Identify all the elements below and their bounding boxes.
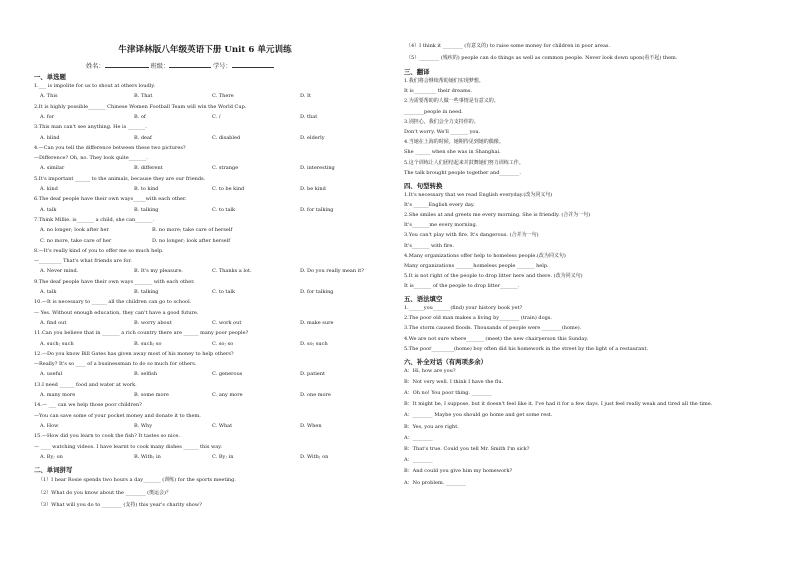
question-line: （4）I think it ________ (有意义的) to raise some money for children in poor areas.	[406, 43, 611, 49]
answer-option: C. disabled	[212, 134, 241, 141]
section-heading: 二、单词拼写	[34, 466, 73, 475]
answer-option: C. work out	[212, 319, 242, 326]
answer-option: B. worry about	[134, 319, 172, 326]
question-line: 1.我们将会继续帮助她们实现梦想。	[404, 78, 484, 84]
question-line: 2.The poor old man makes a living by________ (train) dogs.	[404, 315, 552, 322]
answer-option: C. Thanks a lot.	[212, 268, 252, 275]
answer-option: D. for talking	[300, 289, 334, 295]
section-heading: 五、语法填空	[404, 295, 443, 303]
answer-option: D. patient	[300, 371, 325, 378]
answer-option: A. By; on	[40, 453, 63, 460]
question-line: 10.—It is necessary to ______ all the children can go to school.	[34, 299, 192, 306]
question-line: It's_______me every morning.	[404, 222, 478, 229]
question-line: 4.当她在上海的时候，她期待见到她的偶像。	[404, 139, 504, 146]
answer-option: A. How	[40, 422, 59, 429]
section-heading: 一、单选题	[34, 73, 66, 81]
question-line: 3.别担心，我们会全力支持你的。	[404, 118, 479, 125]
answer-option: A. This	[40, 93, 58, 100]
answer-option: C. to talk	[212, 289, 236, 295]
answer-option: D. elderly	[300, 134, 325, 141]
question-line: —Really? It's so ____ of a businessman to do so much for others.	[34, 361, 197, 368]
question-line: 1.___ is impolite for us to shout at others loudly.	[34, 83, 156, 89]
answer-option: B. no more; take care of herself	[152, 227, 233, 234]
answer-option: A. useful	[40, 371, 63, 378]
question-line: It is_______ of the people to drop litter_______.	[404, 283, 520, 290]
answer-option: D. Do you really mean it?	[300, 268, 364, 275]
question-line: A：________	[404, 457, 433, 464]
question-line: 5.这个训练让人们团结起来并鼓舞她们努力训练工作。	[404, 159, 524, 166]
question-line: 5.The poor_________(home) boy often did his homework in the street by the light of a restaurant.	[404, 345, 649, 352]
answer-option: D. no longer; look after herself	[152, 237, 231, 244]
answer-option: C. What	[212, 422, 233, 429]
question-line: ________people in need.	[404, 108, 463, 115]
question-line: （3）What will you do to ________ (支持) this year's charity show?	[38, 502, 202, 509]
question-line: A：________	[404, 434, 433, 441]
answer-option: C. no more, take care of her	[40, 237, 112, 244]
section-heading: 四、句型转换	[404, 181, 443, 190]
question-line: 2.She smiles at and greets me every morning. She is friendly. (合并为一句)	[404, 211, 591, 218]
answer-option: A. similar	[40, 165, 65, 172]
question-line: 2.为需要帮助的人做一些事情是有意义的。	[404, 98, 499, 105]
section-heading: 三、翻译	[404, 68, 430, 76]
question-line: A：Hi, how are you?	[404, 367, 456, 374]
answer-option: B. selfish	[134, 371, 158, 378]
answer-option: D. make sure	[300, 319, 334, 326]
answer-option: A. talk	[40, 206, 57, 213]
question-line: 4.We are not sure where_______ (meet) the new chairperson this Sunday.	[404, 335, 589, 342]
question-line: 1.It's necessary that we read English everyday.(改为同义句)	[404, 191, 553, 198]
answer-option: D. that	[300, 113, 318, 120]
question-line: （5）________ (残疾的) people can do things as well as common people. Never look down upon(看不起) them.	[406, 55, 678, 61]
answer-option: B. to kind	[134, 186, 159, 192]
page-title: 牛津译林版八年级英语下册 Unit 6 单元训练	[118, 45, 292, 55]
answer-option: A. kind	[40, 186, 58, 192]
question-line: It's_______ with fire.	[404, 242, 454, 249]
answer-option: C. generous	[212, 371, 243, 378]
answer-option: A. such; such	[40, 340, 74, 347]
answer-option: B. With; in	[134, 453, 161, 460]
answer-option: C. /	[212, 113, 221, 120]
answer-option: B. different	[134, 165, 163, 172]
answer-option: D. interesting	[300, 165, 335, 172]
answer-option: B. such; so	[134, 340, 162, 347]
answer-option: B. of	[134, 113, 146, 120]
answer-option: D. With; on	[300, 453, 329, 460]
answer-option: B. That	[134, 93, 153, 100]
class-label: 班级：	[150, 63, 170, 70]
answer-option: B. talking	[134, 206, 159, 213]
answer-option: C. By; in	[212, 453, 234, 460]
id-label: 学号：	[213, 63, 232, 70]
question-line: 2.It is highly possible_______ Chinese Women Football Team will win the World Cup.	[34, 103, 247, 110]
answer-option: D. one more	[300, 392, 331, 398]
answer-option: A. Never mind.	[40, 268, 79, 275]
answer-option: C. strange	[212, 165, 239, 172]
answer-option: A. many more	[40, 392, 76, 398]
answer-option: B. It's my pleasure.	[134, 268, 183, 275]
answer-option: B. talking	[134, 289, 159, 295]
answer-option: C. There	[212, 93, 234, 100]
question-line: 4.Many organizations offer help to homeless people.(改为同义句)	[404, 252, 566, 259]
question-line: A：________ Maybe you should go home and get some rest.	[404, 412, 553, 419]
answer-option: C. to be kind	[212, 186, 245, 192]
name-label: 姓名：	[86, 63, 105, 70]
question-line: The talk brought people together and________.	[404, 169, 522, 176]
question-line: 1.______you_______(find) your history book yet?	[404, 305, 523, 311]
answer-option: A. blind	[40, 134, 60, 141]
question-line: （1）I hear Rosie spends two hours a day_______ (训练) for the sports meeting.	[38, 477, 236, 484]
answer-option: D. When	[300, 422, 322, 429]
answer-option: C. any more	[212, 392, 243, 398]
student-info-row	[86, 61, 274, 70]
question-line: It is_________ their dreams.	[404, 88, 473, 95]
question-line: 5.It's important ______ to the animals, because they are our friends.	[34, 175, 206, 182]
class-blank[interactable]	[169, 61, 211, 68]
question-line: B：Yes, you are right.	[404, 423, 459, 430]
question-line: 5.It is not right of the people to drop litter here and there. (改为同义句)	[404, 273, 583, 280]
question-line: 11.Can you believe that in _______ a rich country there are ______ many poor people?	[34, 330, 249, 337]
question-line: — Yes. Without enough education, they can't have a good future.	[34, 309, 199, 316]
question-line: B：And could you give him my homework?	[404, 468, 513, 475]
question-line: —You can save some of your pocket money and donate it to them.	[34, 412, 201, 419]
id-blank[interactable]	[232, 61, 274, 68]
question-line: 3.The storm caused floods. Thousands of people were ________(home).	[404, 325, 582, 332]
question-line: B：Not very well. I think I have the flu.	[404, 378, 504, 385]
answer-option: C. to talk	[212, 206, 236, 213]
question-line: — ____ watching videos. I have learnt to cook many dishes ______ this way.	[34, 443, 222, 450]
answer-option: B. Why	[134, 422, 153, 429]
question-line: 9.The deaf people have their own ways _______ with each other.	[34, 278, 195, 285]
question-line: Don't worry. We'll _______ you.	[404, 129, 481, 135]
section-heading: 六、补全对话（有两项多余）	[404, 357, 488, 366]
question-line: A：No problem. ________	[404, 479, 466, 486]
question-line: —Difference? Oh, no. They look quite_______.	[34, 155, 148, 162]
answer-option: D. be kind	[300, 186, 326, 192]
question-line: 14.— ___ can we help those poor children?	[34, 402, 142, 409]
question-line: 13.I need ______ food and water at work.	[34, 381, 137, 388]
answer-option: D. for talking	[300, 206, 334, 213]
answer-option: D. so; such	[300, 340, 328, 347]
question-line: （2）What do you know about the ________ (奥运会)？	[38, 489, 171, 496]
question-line: 7.Think Millie. is_______ a child, she can_______.	[34, 216, 155, 223]
answer-option: A. talk	[40, 289, 57, 295]
answer-option: A. no longer; look after her	[40, 227, 109, 234]
question-line: 3.This man can't see anything. He is _______.	[34, 124, 147, 131]
answer-option: C. so; so	[212, 340, 234, 347]
question-line: She ______ when she was in Shanghai.	[404, 149, 501, 156]
answer-option: D. It	[300, 93, 311, 100]
question-line: B：That's true. Could you tell Mr. Smith I'm sick?	[404, 445, 530, 452]
question-line: 12.—Do you know Bill Gates has given away most of his money to help others?	[34, 350, 234, 357]
question-line: It's ______English every day.	[404, 201, 475, 208]
answer-option: B. some more	[134, 392, 169, 398]
question-line: B：It might be, I suppose, but it doesn't feel like it. I've had it for a few days. I just feel really weak and tired all the time.	[404, 401, 713, 408]
question-line: 3.You can't play with fire. It's dangerous. (合并为一句)	[404, 232, 539, 239]
question-line: A：Oh no! You poor thing. ________	[404, 389, 492, 396]
question-line: 8.—It's really kind of you to offer me so much help.	[34, 247, 164, 254]
question-line: 15.—How did you learn to cook the fish? It tastes so nice.	[34, 433, 180, 440]
answer-option: A. for	[40, 113, 55, 120]
question-line: 4.—Can you tell the difference between these two pictures?	[34, 144, 186, 151]
name-blank[interactable]	[105, 61, 149, 68]
question-line: 6.The deaf people have their own ways_____with each other.	[34, 196, 187, 203]
answer-option: B. deaf	[134, 134, 152, 141]
answer-option: A. find out	[40, 319, 67, 326]
question-line: —_________ That's what friends are for.	[34, 258, 132, 265]
question-line: Many organizations _______homeless people _______ help.	[404, 262, 549, 269]
